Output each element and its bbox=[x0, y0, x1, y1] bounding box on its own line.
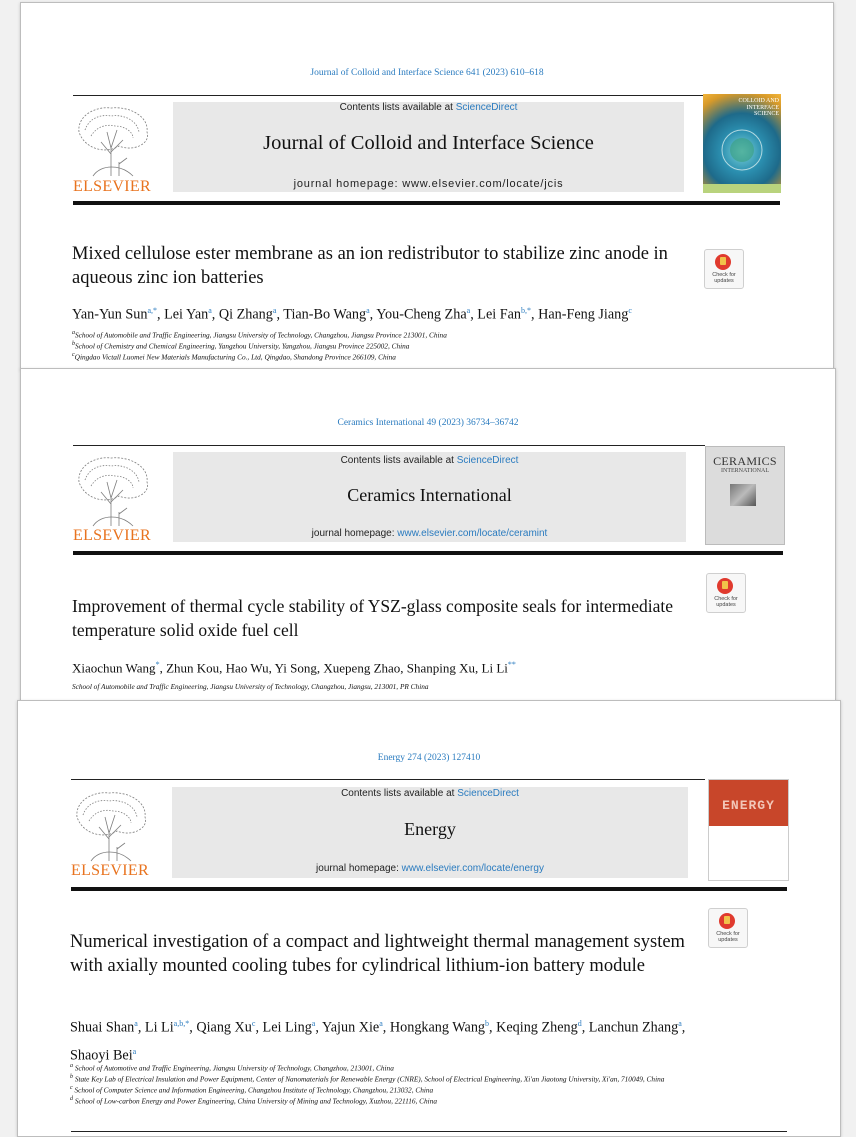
journal-banner bbox=[173, 102, 684, 192]
author-name[interactable]: Han-Feng Jiang bbox=[538, 306, 629, 323]
author-name[interactable]: Lei Fan bbox=[477, 306, 522, 323]
contents-line bbox=[172, 788, 688, 799]
affiliation-item: $^a$School of Automobile and Traffic Engineering, Jiangsu University of Technology, Changzhou, Jiangsu Province 213001, China bbox=[72, 330, 447, 340]
elsevier-wordmark[interactable]: ELSEVIER bbox=[73, 178, 151, 195]
check-for-updates-badge[interactable] bbox=[708, 908, 748, 948]
article-title[interactable]: Numerical investigation of a compact and lightweight thermal management system with axially mounted cooling tubes for cylindrical lithium-ion battery module bbox=[70, 932, 685, 976]
contents-prefix: Contents lists available at bbox=[341, 788, 458, 799]
elsevier-tree-logo bbox=[71, 452, 155, 528]
contents-line bbox=[173, 102, 684, 113]
author-name[interactable]: Lei Ling bbox=[262, 1019, 312, 1036]
author-affiliation-marker[interactable]: b bbox=[485, 1019, 490, 1028]
author-affiliation-marker[interactable]: a,b,* bbox=[173, 1019, 190, 1028]
contents-line bbox=[173, 455, 686, 466]
author-name[interactable]: You-Cheng Zha bbox=[376, 306, 467, 323]
affiliation-item: $^b$ State Key Lab of Electrical Insulation and Power Equipment, Center of Nanomaterials for Renewable Energy (CNRE), School of Electrical Engineering, Xi'an Jiaotong University, Xi'an, 710049, China bbox=[70, 1074, 665, 1084]
homepage-line bbox=[172, 863, 688, 874]
contents-prefix: Contents lists available at bbox=[339, 102, 456, 113]
cover-title: CERAMICS bbox=[713, 454, 777, 468]
sciencedirect-link[interactable]: ScienceDirect bbox=[455, 102, 518, 113]
author-name[interactable]: Keqing Zheng bbox=[496, 1019, 578, 1036]
elsevier-wordmark[interactable]: ELSEVIER bbox=[71, 862, 149, 879]
citation-line[interactable]: Ceramics International 49 (2023) 36734–36742 bbox=[337, 418, 519, 428]
sciencedirect-link[interactable]: ScienceDirect bbox=[456, 455, 519, 466]
author-name[interactable]: Xuepeng Zhao bbox=[323, 660, 401, 676]
affiliation-item: $^b$School of Chemistry and Chemical Engineering, Yangzhou University, Yangzhou, Jiangsu Province 225002, China bbox=[72, 341, 410, 351]
author-name[interactable]: Shanping Xu bbox=[406, 660, 476, 676]
author-list: Xiaochun Wang*, Zhun Kou, Hao Wu, Yi Song, Xuepeng Zhao, Shanping Xu, Li Li** bbox=[72, 660, 516, 676]
author-affiliation-marker[interactable]: b,* bbox=[521, 306, 532, 315]
author-affiliation-marker[interactable]: d bbox=[577, 1019, 582, 1028]
author-name[interactable]: Shuai Shan bbox=[70, 1019, 135, 1036]
author-affiliation-marker[interactable]: a bbox=[678, 1019, 682, 1028]
author-name[interactable]: Lanchun Zhang bbox=[588, 1019, 679, 1036]
homepage-url[interactable]: www.elsevier.com/locate/energy bbox=[401, 863, 544, 874]
homepage-prefix: journal homepage: bbox=[293, 178, 403, 190]
homepage-prefix: journal homepage: bbox=[311, 528, 398, 539]
author-name[interactable]: Yajun Xie bbox=[321, 1019, 380, 1036]
journal-banner bbox=[172, 787, 688, 878]
author-name[interactable]: Xiaochun Wang bbox=[72, 660, 156, 676]
author-name[interactable]: Hongkang Wang bbox=[389, 1019, 486, 1036]
author-list: Yan-Yun Sun$^{a,*}$, Lei Yan$^a$, Qi Zhang$^a$, Tian-Bo Wang$^a$, You-Cheng Zha$^a$, Lei Fan$^{b,*}$, Han-Feng Jiang$^c$ bbox=[72, 306, 632, 323]
author-name[interactable]: Zhun Kou bbox=[166, 660, 220, 676]
author-name[interactable]: Qiang Xu bbox=[196, 1019, 252, 1036]
author-name[interactable]: Yi Song bbox=[274, 660, 317, 676]
badge-label: Check for updates bbox=[714, 596, 738, 608]
paper-header-jcis bbox=[20, 2, 834, 370]
journal-cover bbox=[708, 779, 789, 881]
author-affiliation-marker[interactable]: ** bbox=[507, 660, 516, 669]
citation-line[interactable]: Energy 274 (2023) 127410 bbox=[377, 753, 481, 763]
badge-label: Check for updates bbox=[712, 272, 736, 284]
affiliation-line: School of Automobile and Traffic Engineering, Jiangsu University of Technology, Changzhou, Jiangsu, 213001, PR China bbox=[72, 682, 429, 691]
author-affiliation-marker[interactable]: a bbox=[272, 306, 277, 315]
author-name[interactable]: Tian-Bo Wang bbox=[283, 306, 367, 323]
journal-cover bbox=[705, 446, 785, 545]
journal-title[interactable]: Journal of Colloid and Interface Science bbox=[263, 132, 594, 154]
author-name[interactable]: Li Li bbox=[144, 1019, 174, 1036]
author-affiliation-marker[interactable]: a bbox=[466, 306, 471, 315]
author-affiliation-marker[interactable]: a bbox=[379, 1019, 383, 1028]
author-name[interactable]: Hao Wu bbox=[225, 660, 269, 676]
affiliation-list bbox=[70, 1062, 710, 1106]
elsevier-tree-logo bbox=[71, 102, 155, 178]
author-name[interactable]: Li Li bbox=[481, 660, 508, 676]
author-affiliation-marker[interactable]: c bbox=[628, 306, 632, 315]
journal-cover bbox=[703, 94, 781, 193]
cover-subtitle: INTERNATIONAL bbox=[721, 468, 769, 474]
homepage-url[interactable]: www.elsevier.com/locate/jcis bbox=[402, 178, 564, 190]
elsevier-wordmark[interactable]: ELSEVIER bbox=[73, 527, 151, 544]
contents-prefix: Contents lists available at bbox=[340, 455, 457, 466]
homepage-line bbox=[173, 178, 684, 190]
author-name[interactable]: Yan-Yun Sun bbox=[72, 306, 148, 323]
divider bbox=[73, 95, 705, 96]
check-updates-icon bbox=[715, 254, 731, 270]
affiliation-item: $^c$Qingdao Victall Luomei New Materials Manufacturing Co., Ltd, Qingdao, Shandong Province 266109, China bbox=[72, 352, 396, 362]
check-updates-icon bbox=[717, 578, 733, 594]
divider bbox=[73, 445, 705, 446]
journal-title[interactable]: Energy bbox=[404, 819, 456, 839]
author-affiliation-marker[interactable]: a bbox=[134, 1019, 138, 1028]
check-for-updates-badge[interactable] bbox=[704, 249, 744, 289]
citation-line[interactable]: Journal of Colloid and Interface Science 641 (2023) 610–618 bbox=[310, 68, 544, 78]
divider bbox=[71, 1131, 787, 1132]
thick-rule bbox=[73, 551, 783, 555]
author-list: Shuai Shan$^a$, Li $Li^{a,b,*}$, Qiang Xu$^c$, Lei Ling$^a$, Yajun Xie$^a$, Hongkang Wang$^b$, Keqing Zheng$^d$, Lanchun Zhang$^a$, Shaoyi Bei$^a$ bbox=[70, 1019, 686, 1064]
badge-label: Check for updates bbox=[716, 931, 740, 943]
author-affiliation-marker[interactable]: * bbox=[155, 660, 160, 669]
homepage-line bbox=[173, 528, 686, 539]
homepage-prefix: journal homepage: bbox=[316, 863, 402, 874]
sciencedirect-link[interactable]: ScienceDirect bbox=[457, 788, 519, 799]
thick-rule bbox=[73, 201, 780, 205]
author-affiliation-marker[interactable]: c bbox=[251, 1019, 256, 1028]
journal-title[interactable]: Ceramics International bbox=[347, 485, 512, 505]
author-affiliation-marker[interactable]: a,* bbox=[147, 306, 157, 315]
affiliation-list bbox=[72, 329, 772, 362]
affiliation-item: $^c$ School of Computer Science and Information Engineering, Changzhou Institute of Technology, Changzhou, 213032, China bbox=[70, 1085, 434, 1095]
author-affiliation-marker[interactable]: a bbox=[311, 1019, 316, 1028]
article-title[interactable]: Improvement of thermal cycle stability of YSZ-glass composite seals for intermediate temperature solid oxide fuel cell bbox=[72, 596, 673, 640]
paper-header-ceramics bbox=[20, 368, 836, 702]
article-title[interactable]: Mixed cellulose ester membrane as an ion redistributor to stabilize zinc anode in aqueous zinc ion batteries bbox=[72, 244, 668, 288]
author-affiliation-marker[interactable]: a bbox=[208, 306, 212, 315]
author-name[interactable]: Lei Yan bbox=[164, 306, 209, 323]
cover-image bbox=[730, 484, 756, 506]
check-for-updates-badge[interactable] bbox=[706, 573, 746, 613]
check-updates-icon bbox=[719, 913, 735, 929]
elsevier-tree-logo bbox=[69, 787, 153, 863]
journal-banner bbox=[173, 452, 686, 542]
homepage-url[interactable]: www.elsevier.com/locate/ceramint bbox=[397, 528, 548, 539]
author-affiliation-marker[interactable]: a bbox=[366, 306, 370, 315]
paper-header-energy bbox=[17, 700, 841, 1137]
affiliation-item: $^d$ School of Low-carbon Energy and Power Engineering, China University of Mining and Technology, Xuzhou, 221116, China bbox=[70, 1096, 438, 1106]
cover-title: ENERGY bbox=[722, 798, 775, 813]
affiliation-item: $^a$ School of Automotive and Traffic Engineering, Jiangsu University of Technology, Changzhou, 213001, China bbox=[70, 1063, 394, 1073]
author-affiliation-marker[interactable]: a bbox=[132, 1046, 137, 1056]
author-name[interactable]: Shaoyi Bei bbox=[70, 1047, 133, 1064]
cover-title: COLLOID AND INTERFACE SCIENCE bbox=[738, 98, 779, 117]
divider bbox=[71, 779, 705, 780]
thick-rule bbox=[71, 887, 787, 891]
author-name[interactable]: Qi Zhang bbox=[218, 306, 273, 323]
